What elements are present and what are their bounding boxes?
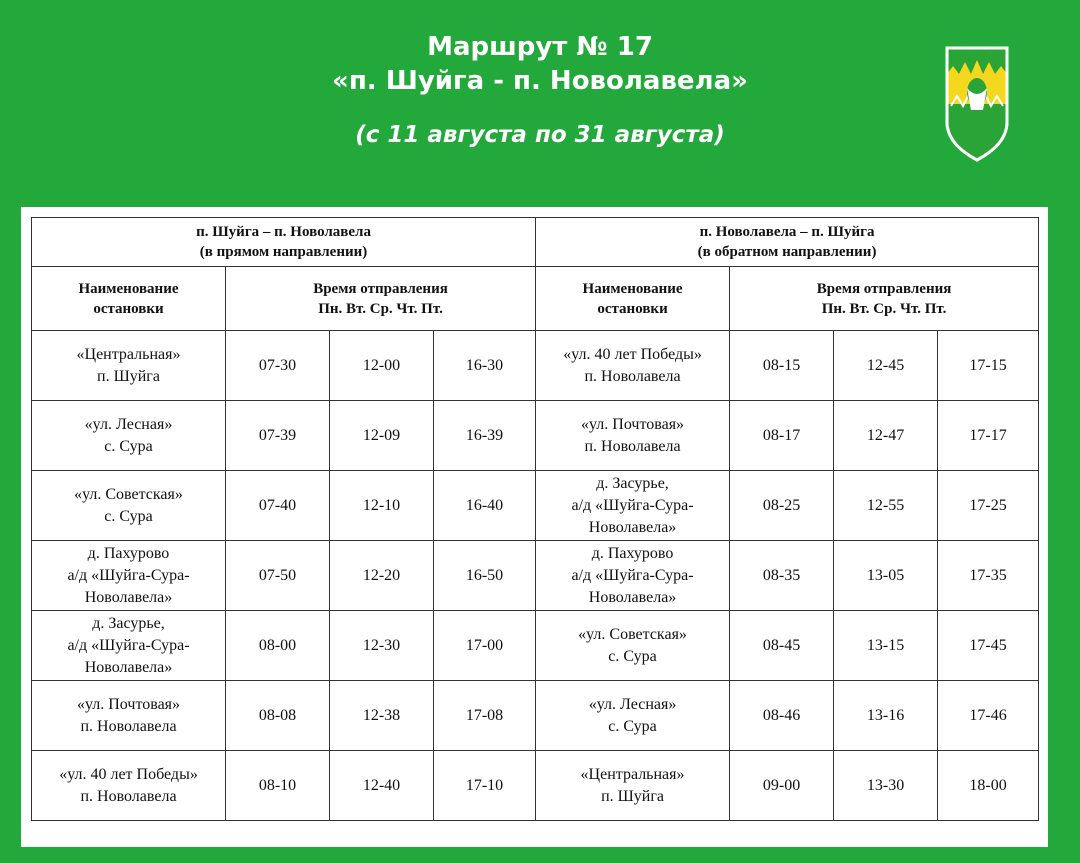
departure-time-cell: 08-45 bbox=[730, 611, 834, 681]
table-row bbox=[32, 541, 1039, 611]
departure-time-cell: 08-17 bbox=[730, 401, 834, 471]
departure-time-cell: 13-16 bbox=[834, 681, 938, 751]
coat-of-arms-icon bbox=[945, 44, 1009, 162]
schedule-sheet bbox=[21, 207, 1048, 847]
departure-time-cell: 16-30 bbox=[434, 331, 536, 401]
forward-time-header: Время отправления Пн. Вт. Ср. Чт. Пт. bbox=[226, 267, 536, 331]
departure-time-cell: 07-30 bbox=[226, 331, 330, 401]
departure-time-cell: 12-47 bbox=[834, 401, 938, 471]
table-row bbox=[32, 681, 1039, 751]
departure-time-cell: 12-40 bbox=[330, 751, 434, 821]
departure-time-cell: 13-05 bbox=[834, 541, 938, 611]
departure-time-cell: 07-50 bbox=[226, 541, 330, 611]
departure-time-cell: 16-50 bbox=[434, 541, 536, 611]
stop-name-cell: «ул. Почтовая» п. Новолавела bbox=[32, 681, 226, 751]
validity-period: (с 11 августа по 31 августа) bbox=[355, 122, 725, 148]
stop-name-cell: «ул. Почтовая» п. Новолавела bbox=[536, 401, 730, 471]
departure-time-cell: 17-45 bbox=[938, 611, 1039, 681]
departure-time-cell: 12-10 bbox=[330, 471, 434, 541]
departure-time-cell: 17-10 bbox=[434, 751, 536, 821]
departure-time-cell: 12-30 bbox=[330, 611, 434, 681]
departure-time-cell: 17-35 bbox=[938, 541, 1039, 611]
departure-time-cell: 12-38 bbox=[330, 681, 434, 751]
table-row bbox=[32, 751, 1039, 821]
stop-name-cell: д. Пахурово а/д «Шуйга-Сура- Новолавела» bbox=[536, 541, 730, 611]
stop-name-cell: д. Засурье, а/д «Шуйга-Сура- Новолавела» bbox=[32, 611, 226, 681]
backward-stop-header: Наименование остановки bbox=[536, 267, 730, 331]
route-number: Маршрут № 17 bbox=[427, 32, 653, 62]
departure-time-cell: 16-40 bbox=[434, 471, 536, 541]
departure-time-cell: 12-00 bbox=[330, 331, 434, 401]
stop-name-cell: «ул. Лесная» с. Сура bbox=[32, 401, 226, 471]
backward-direction-header: п. Новолавела – п. Шуйга (в обратном направлении) bbox=[536, 218, 1039, 267]
stop-name-cell: «ул. Лесная» с. Сура bbox=[536, 681, 730, 751]
departure-time-cell: 17-00 bbox=[434, 611, 536, 681]
forward-stop-header: Наименование остановки bbox=[32, 267, 226, 331]
departure-time-cell: 17-46 bbox=[938, 681, 1039, 751]
departure-time-cell: 13-30 bbox=[834, 751, 938, 821]
stop-name-cell: «ул. Советская» с. Сура bbox=[536, 611, 730, 681]
stop-name-cell: «Центральная» п. Шуйга bbox=[32, 331, 226, 401]
schedule-table bbox=[31, 217, 1039, 821]
departure-time-cell: 09-00 bbox=[730, 751, 834, 821]
forward-direction-header: п. Шуйга – п. Новолавела (в прямом направлении) bbox=[32, 218, 536, 267]
table-row bbox=[32, 401, 1039, 471]
route-title bbox=[0, 30, 1080, 98]
departure-time-cell: 07-39 bbox=[226, 401, 330, 471]
departure-time-cell: 08-10 bbox=[226, 751, 330, 821]
departure-time-cell: 08-08 bbox=[226, 681, 330, 751]
departure-time-cell: 12-55 bbox=[834, 471, 938, 541]
departure-time-cell: 08-00 bbox=[226, 611, 330, 681]
table-row bbox=[32, 471, 1039, 541]
departure-time-cell: 07-40 bbox=[226, 471, 330, 541]
backward-time-header: Время отправления Пн. Вт. Ср. Чт. Пт. bbox=[730, 267, 1039, 331]
departure-time-cell: 08-46 bbox=[730, 681, 834, 751]
stop-name-cell: д. Пахурово а/д «Шуйга-Сура- Новолавела» bbox=[32, 541, 226, 611]
stop-name-cell: д. Засурье, а/д «Шуйга-Сура- Новолавела» bbox=[536, 471, 730, 541]
departure-time-cell: 17-25 bbox=[938, 471, 1039, 541]
departure-time-cell: 12-45 bbox=[834, 331, 938, 401]
departure-time-cell: 12-20 bbox=[330, 541, 434, 611]
route-name: «п. Шуйга - п. Новолавела» bbox=[332, 66, 748, 96]
table-row bbox=[32, 331, 1039, 401]
departure-time-cell: 17-15 bbox=[938, 331, 1039, 401]
departure-time-cell: 08-25 bbox=[730, 471, 834, 541]
stop-name-cell: «ул. 40 лет Победы» п. Новолавела bbox=[32, 751, 226, 821]
departure-time-cell: 18-00 bbox=[938, 751, 1039, 821]
stop-name-cell: «Центральная» п. Шуйга bbox=[536, 751, 730, 821]
table-row bbox=[32, 611, 1039, 681]
departure-time-cell: 12-09 bbox=[330, 401, 434, 471]
stop-name-cell: «ул. Советская» с. Сура bbox=[32, 471, 226, 541]
stop-name-cell: «ул. 40 лет Победы» п. Новолавела bbox=[536, 331, 730, 401]
departure-time-cell: 13-15 bbox=[834, 611, 938, 681]
departure-time-cell: 17-17 bbox=[938, 401, 1039, 471]
departure-time-cell: 16-39 bbox=[434, 401, 536, 471]
departure-time-cell: 17-08 bbox=[434, 681, 536, 751]
departure-time-cell: 08-15 bbox=[730, 331, 834, 401]
departure-time-cell: 08-35 bbox=[730, 541, 834, 611]
